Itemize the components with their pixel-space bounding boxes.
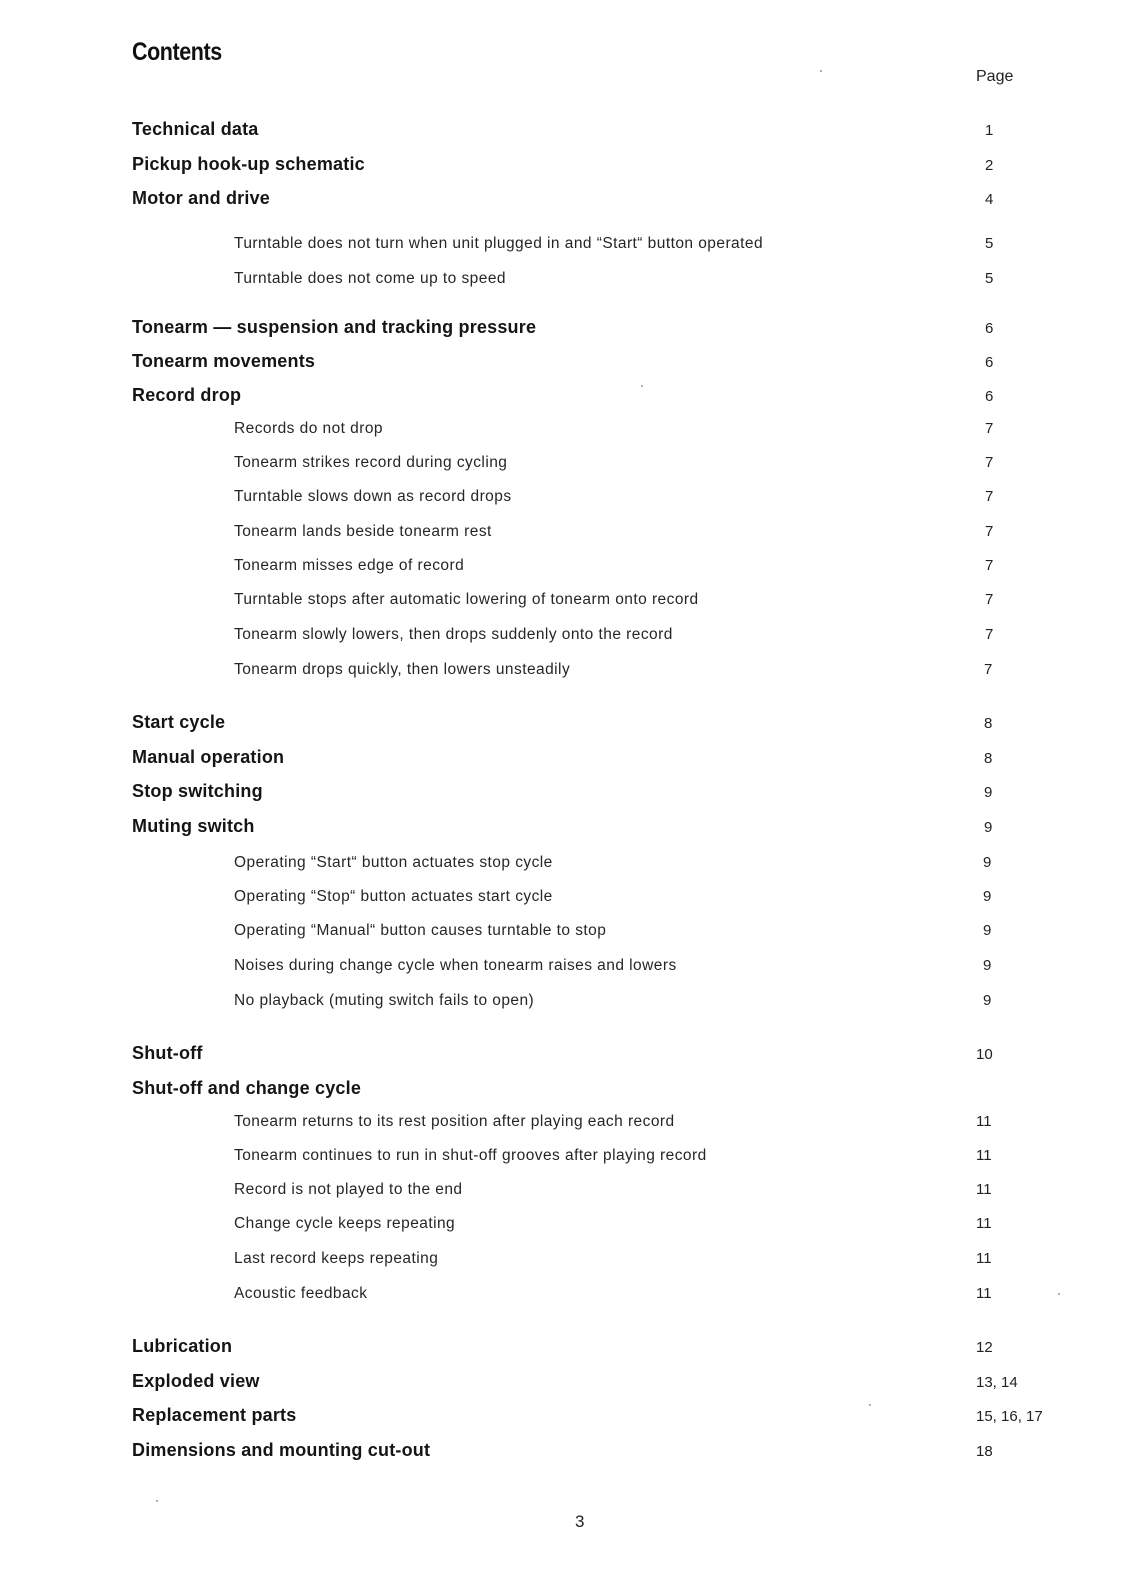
toc-entry-page-number: 9 [984,784,993,801]
toc-subsection-entry [0,1181,1147,1207]
toc-entry-label: Stop switching [132,781,263,801]
toc-entry-label: Exploded view [132,1371,260,1391]
toc-entry-label: Start cycle [132,712,226,732]
toc-entry-label: Operating “Start“ button actuates stop cycle [234,854,553,871]
toc-entry-label: Change cycle keeps repeating [234,1215,456,1232]
toc-section-entry [0,1043,1147,1069]
toc-entry-label: Tonearm lands beside tonearm rest [234,523,492,540]
toc-subsection-entry [0,1285,1147,1311]
toc-subsection-entry [0,922,1147,948]
toc-entry-page-number: 6 [985,320,994,337]
toc-section-entry [0,712,1147,738]
toc-entry-label: Turntable does not turn when unit plugged in and “Start“ button operated [234,235,764,252]
toc-entry-label: Operating “Stop“ button actuates start cycle [234,888,553,905]
toc-subsection-entry [0,235,1147,261]
toc-subsection-entry [0,270,1147,296]
toc-entry-label: Motor and drive [132,188,271,208]
toc-subsection-entry [0,626,1147,652]
toc-entry-label: Tonearm returns to its rest position after playing each record [234,1113,675,1130]
scan-speck [820,70,822,72]
toc-subsection-entry [0,854,1147,880]
toc-section-entry [0,1078,1147,1104]
toc-entry-label: No playback (muting switch fails to open) [234,992,535,1009]
toc-entry-page-number: 1 [985,122,994,139]
scan-speck [869,1404,871,1406]
toc-section-entry [0,188,1147,214]
toc-entry-page-number: 11 [976,1285,992,1302]
toc-entry-page-number: 18 [976,1443,993,1460]
toc-section-entry [0,385,1147,411]
toc-entry-label: Tonearm drops quickly, then lowers unsteadily [234,661,571,678]
toc-entry-page-number: 7 [985,557,994,574]
toc-entry-label: Shut-off [132,1043,203,1063]
toc-entry-label: Dimensions and mounting cut-out [132,1440,431,1460]
toc-entry-label: Tonearm movements [132,351,316,371]
toc-entry-page-number: 7 [985,523,994,540]
toc-entry-page-number: 11 [976,1181,992,1198]
toc-entry-label: Tonearm — suspension and tracking pressure [132,317,537,337]
toc-entry-label: Technical data [132,119,259,139]
toc-subsection-entry [0,454,1147,480]
toc-entry-page-number: 5 [985,270,994,287]
toc-entry-page-number: 9 [984,819,993,836]
toc-entry-label: Record is not played to the end [234,1181,463,1198]
toc-entry-page-number: 5 [985,235,994,252]
toc-entry-label: Manual operation [132,747,285,767]
toc-subsection-entry [0,523,1147,549]
toc-entry-page-number: 7 [985,420,994,437]
toc-entry-label: Record drop [132,385,242,405]
toc-entry-label: Tonearm slowly lowers, then drops suddenly onto the record [234,626,673,643]
toc-section-entry [0,1405,1147,1431]
toc-entry-page-number: 9 [983,957,992,974]
toc-entry-label: Records do not drop [234,420,383,437]
toc-entry-label: Turntable slows down as record drops [234,488,512,505]
toc-entry-label: Pickup hook-up schematic [132,154,365,174]
page-title: Contents [132,38,222,66]
toc-entry-page-number: 9 [983,922,992,939]
toc-entry-label: Lubrication [132,1336,233,1356]
scan-speck [156,1500,158,1502]
toc-entry-page-number: 7 [985,626,994,643]
toc-subsection-entry [0,888,1147,914]
toc-subsection-entry [0,591,1147,617]
toc-entry-label: Acoustic feedback [234,1285,368,1302]
toc-subsection-entry [0,1250,1147,1276]
toc-entry-page-number: 7 [984,661,993,678]
toc-subsection-entry [0,1215,1147,1241]
toc-entry-page-number: 12 [976,1339,993,1356]
toc-entry-label: Last record keeps repeating [234,1250,439,1267]
toc-entry-page-number: 9 [983,888,992,905]
toc-entry-label: Tonearm continues to run in shut-off grooves after playing record [234,1147,707,1164]
scan-speck [1058,1293,1060,1295]
toc-entry-page-number: 9 [983,854,992,871]
toc-entry-page-number: 2 [985,157,994,174]
toc-entry-page-number: 13, 14 [976,1374,1018,1391]
toc-entry-page-number: 15, 16, 17 [976,1408,1043,1425]
toc-entry-page-number: 9 [983,992,992,1009]
toc-subsection-entry [0,957,1147,983]
toc-entry-label: Turntable stops after automatic lowering of tonearm onto record [234,591,699,608]
toc-entry-label: Tonearm strikes record during cycling [234,454,508,471]
toc-entry-page-number: 10 [976,1046,993,1063]
toc-entry-page-number: 6 [985,388,994,405]
toc-entry-label: Muting switch [132,816,255,836]
toc-entry-label: Operating “Manual“ button causes turntable to stop [234,922,607,939]
toc-entry-page-number: 7 [985,454,994,471]
footer-page-number: 3 [575,1512,585,1531]
toc-subsection-entry [0,992,1147,1018]
toc-entry-page-number: 6 [985,354,994,371]
toc-section-entry [0,119,1147,145]
toc-subsection-entry [0,661,1147,687]
toc-subsection-entry [0,420,1147,446]
toc-subsection-entry [0,1113,1147,1139]
toc-entry-page-number: 11 [976,1147,992,1164]
toc-entry-label: Tonearm misses edge of record [234,557,465,574]
toc-entry-page-number: 7 [985,591,994,608]
toc-entry-label: Shut-off and change cycle [132,1078,362,1098]
toc-entry-page-number: 11 [976,1250,992,1267]
toc-section-entry [0,351,1147,377]
toc-section-entry [0,317,1147,343]
toc-entry-page-number: 8 [984,750,993,767]
toc-entry-label: Replacement parts [132,1405,297,1425]
toc-entry-label: Turntable does not come up to speed [234,270,506,287]
toc-subsection-entry [0,557,1147,583]
page-column-label: Page [976,68,1014,85]
toc-section-entry [0,154,1147,180]
toc-section-entry [0,1336,1147,1362]
toc-entry-page-number: 11 [976,1215,992,1232]
toc-section-entry [0,747,1147,773]
toc-subsection-entry [0,488,1147,514]
toc-section-entry [0,1440,1147,1466]
scan-speck [641,385,643,387]
toc-entry-page-number: 4 [985,191,994,208]
toc-entry-page-number: 7 [985,488,994,505]
toc-subsection-entry [0,1147,1147,1173]
toc-entry-page-number: 8 [984,715,993,732]
toc-entry-label: Noises during change cycle when tonearm raises and lowers [234,957,677,974]
toc-section-entry [0,1371,1147,1397]
toc-section-entry [0,781,1147,807]
toc-section-entry [0,816,1147,842]
toc-entry-page-number: 11 [976,1113,992,1130]
